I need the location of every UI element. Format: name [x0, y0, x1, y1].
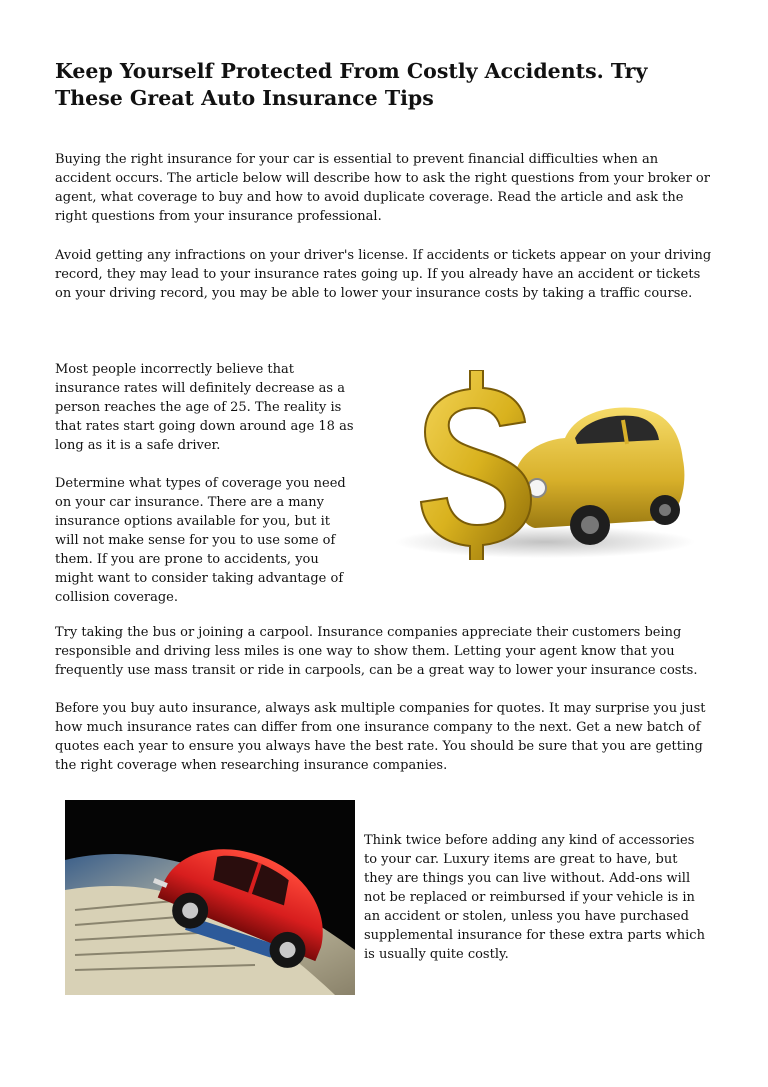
paragraph-quotes: Before you buy auto insurance, always ask multiple companies for quotes. It may surprise you just how much insurance rates can differ from one insurance company to the next. Get a new batch of quotes each year to ensure you always have the best rate. You should be sure that you are getting the right coverage when researching insurance companies. [55, 701, 706, 773]
left-column [55, 360, 355, 607]
dollar-car-crash-image [365, 370, 697, 560]
paragraph-infractions: Avoid getting any infractions on your driver's license. If accidents or tickets appear on your driving record, they may lead to your insurance rates going up. If you already have an accident or tickets on your driving record, you may be able to lower your insurance costs by taking a traffic course. [55, 248, 712, 301]
paragraph-bus: Try taking the bus or joining a carpool. Insurance companies appreciate their customers being responsible and driving less miles is one way to show them. Letting your agent know that you frequently use mass transit or ride in carpools, can be a great way to lower your insurance costs. [55, 625, 698, 678]
paragraph-age: Most people incorrectly believe that insurance rates will definitely decrease as a person reaches the age of 25. The reality is that rates start going down around age 18 as long as it is a safe driver. [55, 362, 354, 453]
paragraph-accessories: Think twice before adding any kind of accessories to your car. Luxury items are great to have, but they are things you can live without. Add-ons will not be replaced or reimbursed if your vehicle is in an accident or stolen, unless you have purchased supplemental insurance for these extra parts which is usually quite costly. [364, 833, 705, 962]
paragraph-intro: Buying the right insurance for your car is essential to prevent financial difficulties when an accident occurs. The article below will describe how to ask the right questions from your broker or agent, what coverage to buy and how to avoid duplicate coverage. Read the article and ask the right questions from your insurance professional. [55, 152, 710, 224]
red-toy-car-image [65, 800, 355, 995]
article-title: Keep Yourself Protected From Costly Accidents. Try These Great Auto Insurance Tips [55, 59, 648, 110]
paragraph-coverage: Determine what types of coverage you need on your car insurance. There are a many insurance options available for you, but it will not make sense for you to use some of them. If you are prone to accidents, you might want to consider taking advantage of collision coverage. [55, 476, 346, 605]
article [55, 58, 715, 962]
